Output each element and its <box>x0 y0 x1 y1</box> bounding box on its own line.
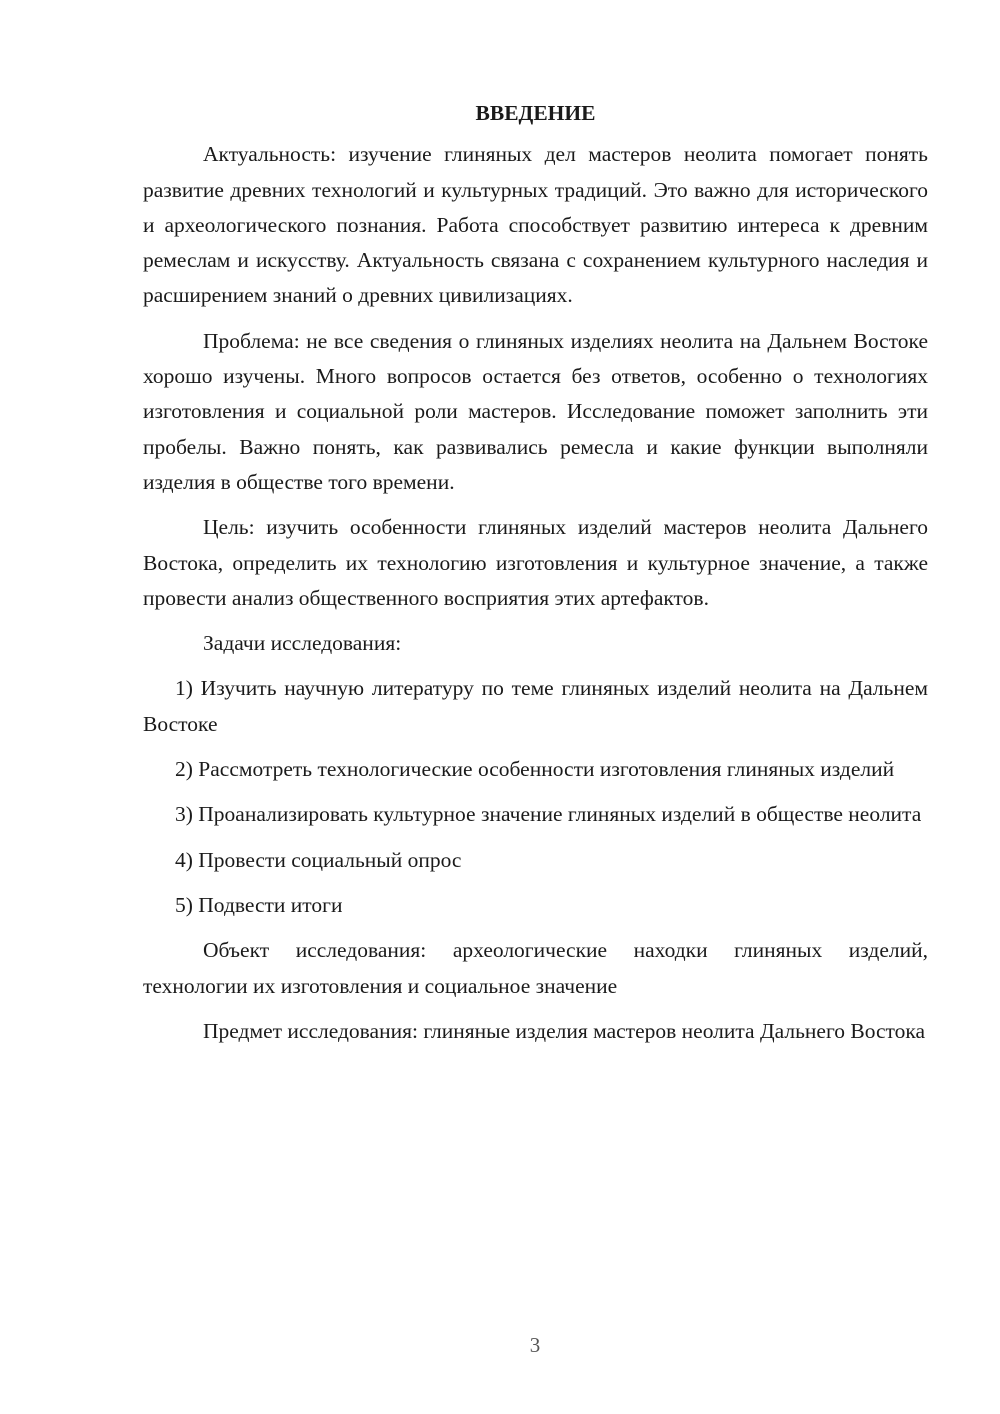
page-content <box>143 96 928 1059</box>
task-item: 4) Провести социальный опрос <box>175 847 462 872</box>
goal-paragraph: Цель: изучить особенности глиняных изделий мастеров неолита Дальнего Востока, определить их технологию изготовления и культурное значение, а также провести анализ общественного восприятия этих артефактов. <box>143 515 928 610</box>
task-item: 1) Изучить научную литературу по теме глиняных изделий неолита на Дальнем Востоке <box>143 676 928 736</box>
object-paragraph: Объект исследования: археологические находки глиняных изделий, технологии их изготовления и социальное значение <box>143 938 928 998</box>
task-item: 5) Подвести итоги <box>175 892 343 917</box>
relevance-paragraph: Актуальность: изучение глиняных дел мастеров неолита помогает понять развитие древних технологий и культурных традиций. Это важно для исторического и археологического познания. Работа способствует развитию интереса к древним ремеслам и искусству. Актуальность связана с сохранением культурного наследия и расширением знаний о древних цивилизациях. <box>143 142 928 308</box>
subject-paragraph: Предмет исследования: глиняные изделия мастеров неолита Дальнего Востока <box>203 1018 926 1043</box>
problem-paragraph: Проблема: не все сведения о глиняных изделиях неолита на Дальнем Востоке хорошо изучены. Много вопросов остается без ответов, особенно о технологиях изготовления и социальной роли мастеров. Исследование поможет заполнить эти пробелы. Важно понять, как развивались ремесла и какие функции выполняли изделия в обществе того времени. <box>143 328 928 494</box>
task-item: 3) Проанализировать культурное значение глиняных изделий в обществе неолита <box>175 802 922 827</box>
task-item: 2) Рассмотреть технологические особенности изготовления глиняных изделий <box>175 757 895 782</box>
page-title: ВВЕДЕНИЕ <box>475 101 596 125</box>
page-number: 3 <box>529 1333 541 1357</box>
tasks-heading: Задачи исследования: <box>203 631 402 656</box>
